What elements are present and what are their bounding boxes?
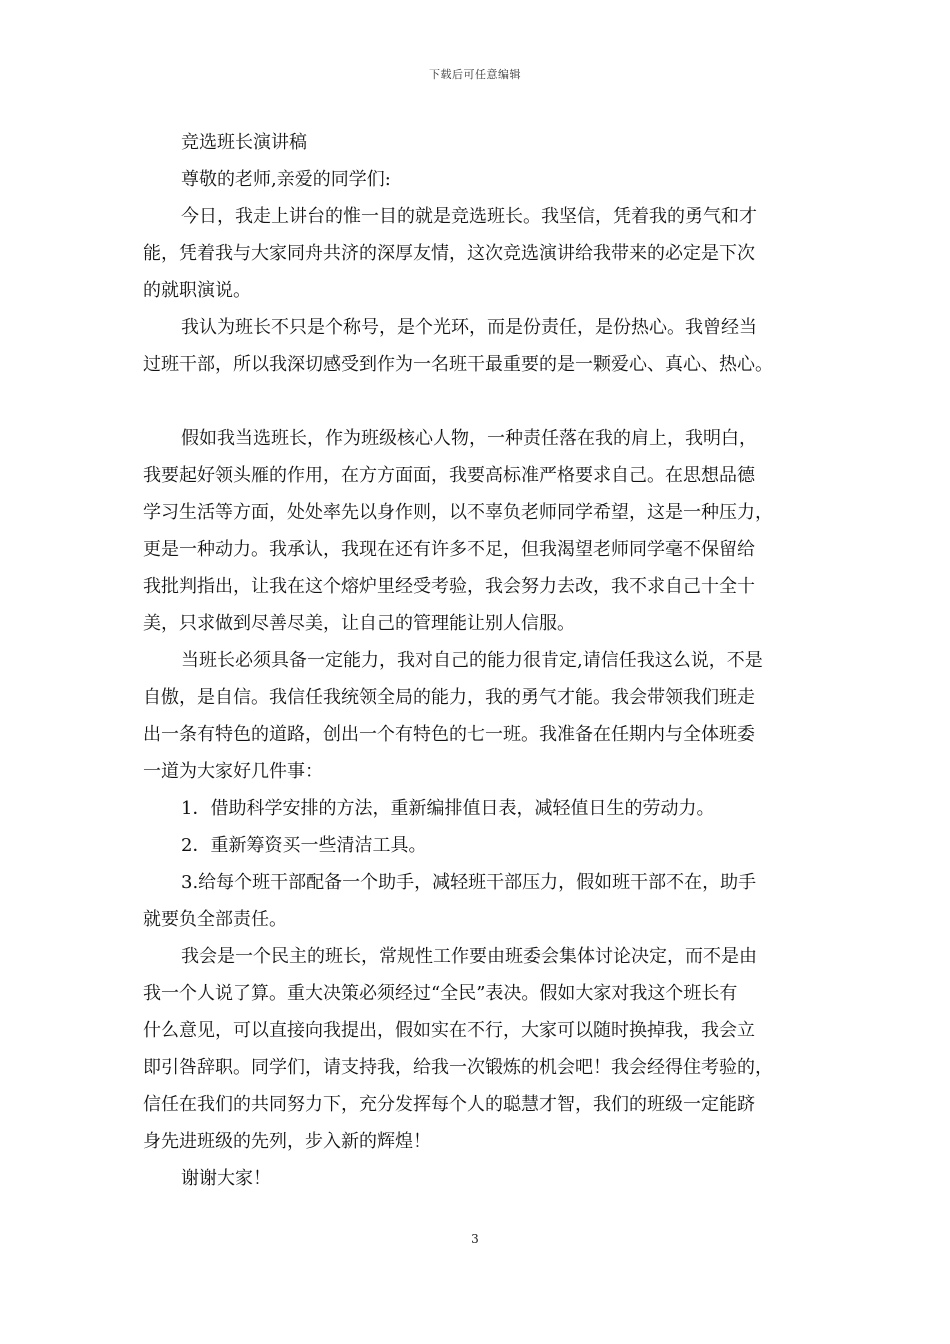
paragraph-line: 今日，我走上讲台的惟一目的就是竞选班长。我坚信，凭着我的勇气和才 (181, 206, 757, 227)
blank-line (143, 383, 823, 420)
paragraph-line: 更是一种动力。我承认，我现在还有许多不足，但我渴望老师同学毫不保留给 (143, 539, 755, 560)
list-item: 3.给每个班干部配备一个助手，减轻班干部压力，假如班干部不在，助手 (181, 872, 757, 893)
paragraph-line: 我批判指出，让我在这个熔炉里经受考验，我会努力去改，我不求自己十全十 (143, 576, 755, 597)
page-number: 3 (471, 1232, 479, 1246)
list-item: 1．借助科学安排的方法，重新编排值日表，减轻值日生的劳动力。 (181, 798, 715, 819)
list-item: 2．重新筹资买一些清洁工具。 (181, 835, 427, 856)
list-item-continuation: 就要负全部责任。 (143, 909, 287, 930)
paragraph-line: 的就职演说。 (143, 280, 251, 301)
paragraph-line: 能，凭着我与大家同舟共济的深厚友情，这次竞选演讲给我带来的必定是下次 (143, 243, 755, 264)
page-header: 下载后可任意编辑 (429, 68, 521, 81)
paragraph-line: 即引咎辞职。同学们，请支持我，给我一次锻炼的机会吧！我会经得住考验的， (143, 1057, 773, 1078)
paragraph-line: 一道为大家好几件事： (143, 761, 323, 782)
paragraph-line: 学习生活等方面，处处率先以身作则，以不辜负老师同学希望，这是一种压力， (143, 502, 773, 523)
paragraph-line: 我会是一个民主的班长，常规性工作要由班委会集体讨论决定，而不是由 (181, 946, 757, 967)
document-body (143, 124, 823, 1197)
paragraph-2 (143, 309, 823, 383)
paragraph-1 (143, 198, 823, 309)
paragraph-line: 假如我当选班长，作为班级核心人物，一种责任落在我的肩上，我明白， (181, 428, 757, 449)
paragraph-line: 身先进班级的先列，步入新的辉煌！ (143, 1131, 431, 1152)
salutation: 尊敬的老师,亲爱的同学们: (181, 169, 391, 190)
paragraph-line: 我认为班长不只是个称号，是个光环，而是份责任，是份热心。我曾经当 (181, 317, 757, 338)
task-list (143, 790, 823, 938)
paragraph-line: 美，只求做到尽善尽美，让自己的管理能让别人信服。 (143, 613, 575, 634)
paragraph-line: 我一个人说了算。重大决策必须经过“全民”表决。假如大家对我这个班长有 (143, 983, 738, 1004)
closing-line: 谢谢大家！ (181, 1168, 271, 1189)
paragraph-line: 当班长必须具备一定能力，我对自己的能力很肯定,请信任我这么说，不是 (181, 650, 763, 671)
paragraph-3 (143, 420, 823, 642)
paragraph-line: 出一条有特色的道路，创出一个有特色的七一班。我准备在任期内与全体班委 (143, 724, 755, 745)
paragraph-4 (143, 642, 823, 790)
paragraph-line: 我要起好领头雁的作用，在方方面面，我要高标准严格要求自己。在思想品德 (143, 465, 755, 486)
paragraph-line: 信任在我们的共同努力下，充分发挥每个人的聪慧才智，我们的班级一定能跻 (143, 1094, 755, 1115)
paragraph-line: 什么意见，可以直接向我提出，假如实在不行，大家可以随时换掉我，我会立 (143, 1020, 755, 1041)
paragraph-line: 自傲，是自信。我信任我统领全局的能力，我的勇气才能。我会带领我们班走 (143, 687, 755, 708)
paragraph-line: 过班干部，所以我深切感受到作为一名班干最重要的是一颗爱心、真心、热心。 (143, 354, 773, 375)
document-title: 竞选班长演讲稿 (181, 132, 307, 153)
paragraph-5 (143, 938, 823, 1160)
